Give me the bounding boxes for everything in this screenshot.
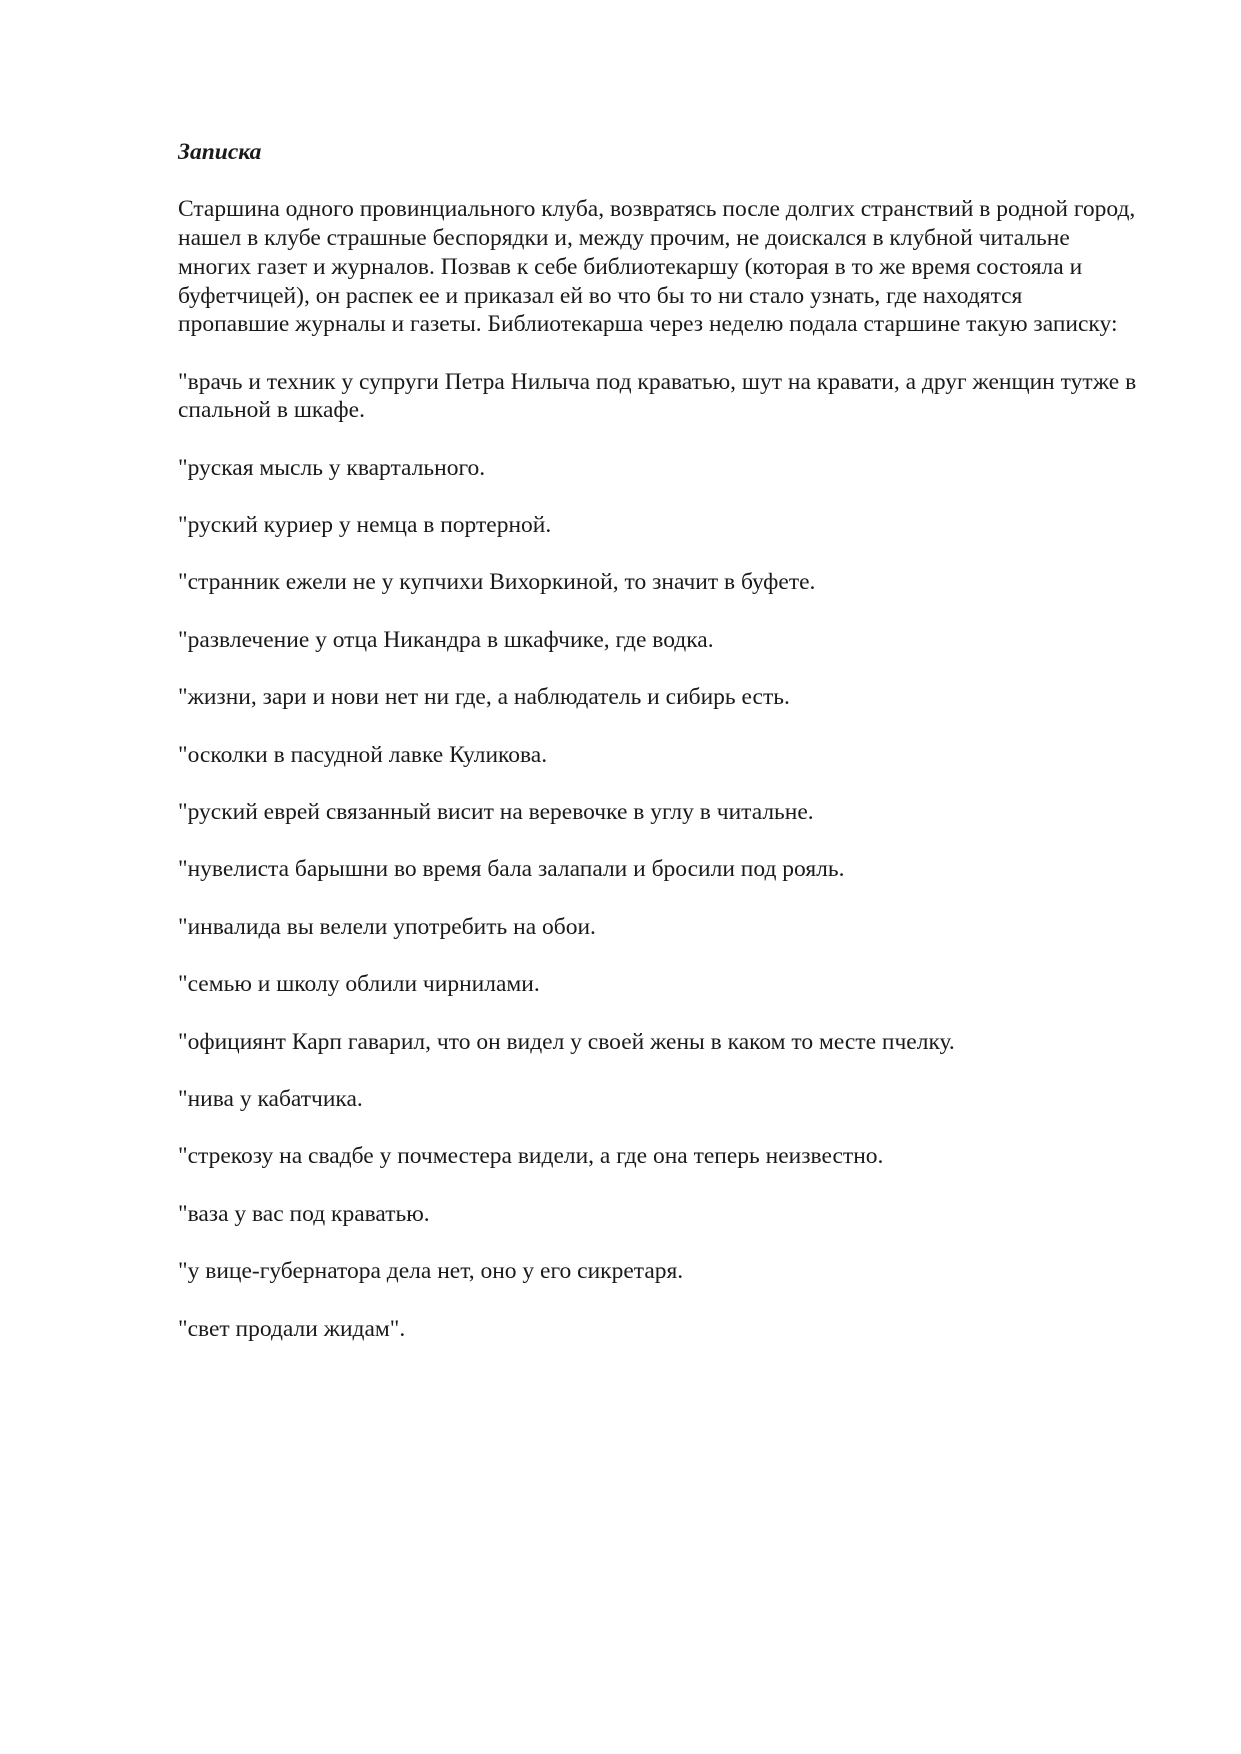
note-item: "нива у кабатчика. <box>178 1085 363 1112</box>
note-item: "нувелиста барышни во время бала залапали и бросили под рояль. <box>178 856 845 883</box>
note-item: "у вице-губернатора дела нет, оно у его сикретаря. <box>178 1258 684 1285</box>
note-item: "свет продали жидам". <box>178 1315 406 1342</box>
note-item: "жизни, зари и нови нет ни где, а наблюдатель и сибирь есть. <box>178 684 790 711</box>
document-title: Записка <box>178 139 262 165</box>
note-item: "инвалида вы велели употребить на обои. <box>178 913 596 940</box>
note-item: "руский куриер у немца в портерной. <box>178 512 552 539</box>
note-item: "официянт Карп гаварил, что он видел у своей жены в каком то месте пчелку. <box>178 1028 955 1055</box>
note-list <box>178 368 1138 1344</box>
note-item: "ваза у вас под краватью. <box>178 1200 430 1227</box>
note-item: "развлечение у отца Никандра в шкафчике, где водка. <box>178 626 714 653</box>
note-item: "руская мысль у квартального. <box>178 454 486 481</box>
note-item: "осколки в пасудной лавке Куликова. <box>178 741 548 768</box>
note-item: "руский еврей связанный висит на веревочке в углу в читальне. <box>178 799 814 826</box>
note-item: "странник ежели не у купчихи Вихоркиной, то значит в буфете. <box>178 569 816 596</box>
note-item: "врачь и техник у супруги Петра Нилыча под краватью, шут на кравати, а друг женщин тутже в спальной в шкафе. <box>178 368 1137 424</box>
document-body <box>178 138 1138 1343</box>
intro-paragraph: Старшина одного провинциального клуба, возвратясь после долгих странствий в родной город, нашел в клубе страшные беспорядки и, между прочим, не доискался в клубной читальне многих газет и журналов. Позвав к себе библиотекаршу (которая в то же время состояла и буфетчицей), он распек ее и приказал ей во что бы то ни стало узнать, где находятся пропавшие журналы и газеты. Библиотекарша через неделю подала старшине такую записку: <box>178 196 1136 338</box>
note-item: "стрекозу на свадбе у почместера видели, а где она теперь неизвестно. <box>178 1143 884 1170</box>
note-item: "семью и школу облили чирнилами. <box>178 971 540 998</box>
